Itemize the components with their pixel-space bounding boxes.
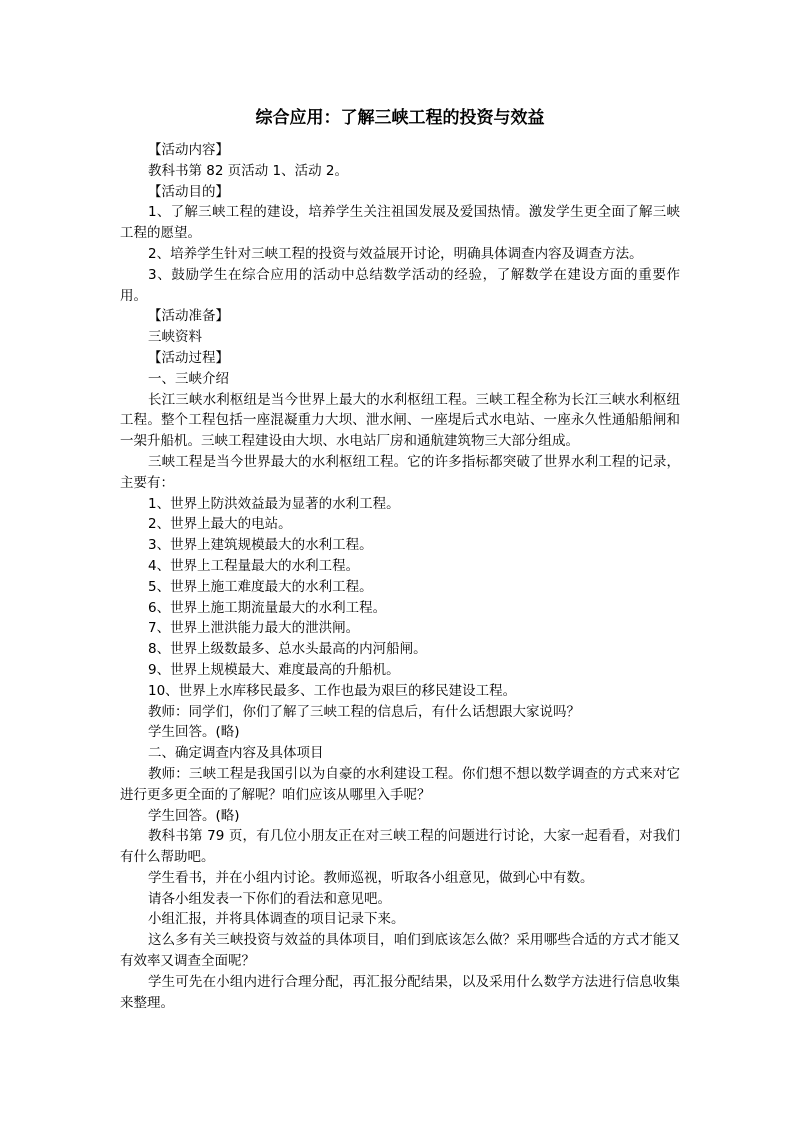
paragraph: 三峡资料 — [148, 329, 202, 346]
subsection-heading: 一、三峡介绍 — [148, 370, 229, 387]
list-item: 1、世界上防洪效益最为显著的水利工程。 — [148, 495, 400, 512]
paragraph: 1、了解三峡工程的建设，培养学生关注祖国发展及爱国热情。激发学生更全面了解三峡工程的愿望。 — [120, 204, 680, 242]
paragraph: 学生回答。(略) — [148, 724, 240, 741]
section-heading: 【活动准备】 — [148, 308, 229, 325]
list-item: 9、世界上规模最大、难度最高的升船机。 — [148, 661, 400, 678]
paragraph: 3、鼓励学生在综合应用的活动中总结数学活动的经验，了解数学在建设方面的重要作用。 — [120, 266, 680, 304]
list-item: 5、世界上施工难度最大的水利工程。 — [148, 578, 373, 595]
section-heading: 【活动内容】 — [148, 142, 229, 158]
paragraph: 学生看书，并在小组内讨论。教师巡视，听取各小组意见，做到心中有数。 — [148, 869, 594, 886]
list-item: 8、世界上级数最多、总水头最高的内河船闸。 — [148, 641, 427, 658]
paragraph: 2、培养学生针对三峡工程的投资与效益展开讨论，明确具体调查内容及调查方法。 — [148, 245, 643, 262]
paragraph: 教科书第 79 页，有几位小朋友正在对三峡工程的问题进行讨论，大家一起看看，对我们有什么帮助吧。 — [120, 828, 680, 866]
subsection-heading: 二、确定调查内容及具体项目 — [148, 745, 324, 762]
list-item: 10、世界上水库移民最多、工作也最为艰巨的移民建设工程。 — [148, 682, 517, 699]
paragraph: 长江三峡水利枢纽是当今世界上最大的水利枢纽工程。三峡工程全称为长江三峡水利枢纽工程。整个工程包括一座混凝重力大坝、泄水闸、一座堤后式水电站、一座永久性通船船闸和一架升船机。三峡工程建设由大坝、水电站厂房和通航建筑物三大部分组成。 — [120, 391, 680, 450]
paragraph: 教师：三峡工程是我国引以为自豪的水利建设工程。你们想不想以数学调查的方式来对它进行更多更全面的了解呢？咱们应该从哪里入手呢？ — [120, 765, 680, 803]
list-item: 7、世界上泄洪能力最大的泄洪闸。 — [148, 620, 360, 637]
list-item: 6、世界上施工期流量最大的水利工程。 — [148, 599, 387, 616]
paragraph: 小组汇报，并将具体调查的项目记录下来。 — [148, 911, 405, 928]
list-item: 2、世界上最大的电站。 — [148, 516, 292, 533]
paragraph: 三峡工程是当今世界最大的水利枢纽工程。它的许多指标都突破了世界水利工程的记录，主要有： — [120, 453, 680, 491]
paragraph: 请各小组发表一下你们的看法和意见吧。 — [148, 890, 391, 907]
document-body — [120, 140, 680, 1013]
paragraph: 教师：同学们，你们了解了三峡工程的信息后，有什么话想跟大家说吗？ — [148, 703, 580, 720]
paragraph: 这么多有关三峡投资与效益的具体项目，咱们到底该怎么做？采用哪些合适的方式才能又有效率又调查全面呢？ — [120, 932, 680, 970]
paragraph: 学生回答。(略) — [148, 807, 240, 824]
document-title: 综合应用：了解三峡工程的投资与效益 — [255, 108, 545, 128]
list-item: 4、世界上工程量最大的水利工程。 — [148, 557, 360, 574]
section-heading: 【活动目的】 — [148, 183, 229, 200]
list-item: 3、世界上建筑规模最大的水利工程。 — [148, 537, 373, 554]
paragraph: 学生可先在小组内进行合理分配，再汇报分配结果，以及采用什么数学方法进行信息收集来整理。 — [120, 973, 680, 1011]
section-heading: 【活动过程】 — [148, 349, 229, 366]
paragraph: 教科书第 82 页活动 1、活动 2。 — [148, 162, 349, 179]
document-page — [120, 100, 680, 1013]
